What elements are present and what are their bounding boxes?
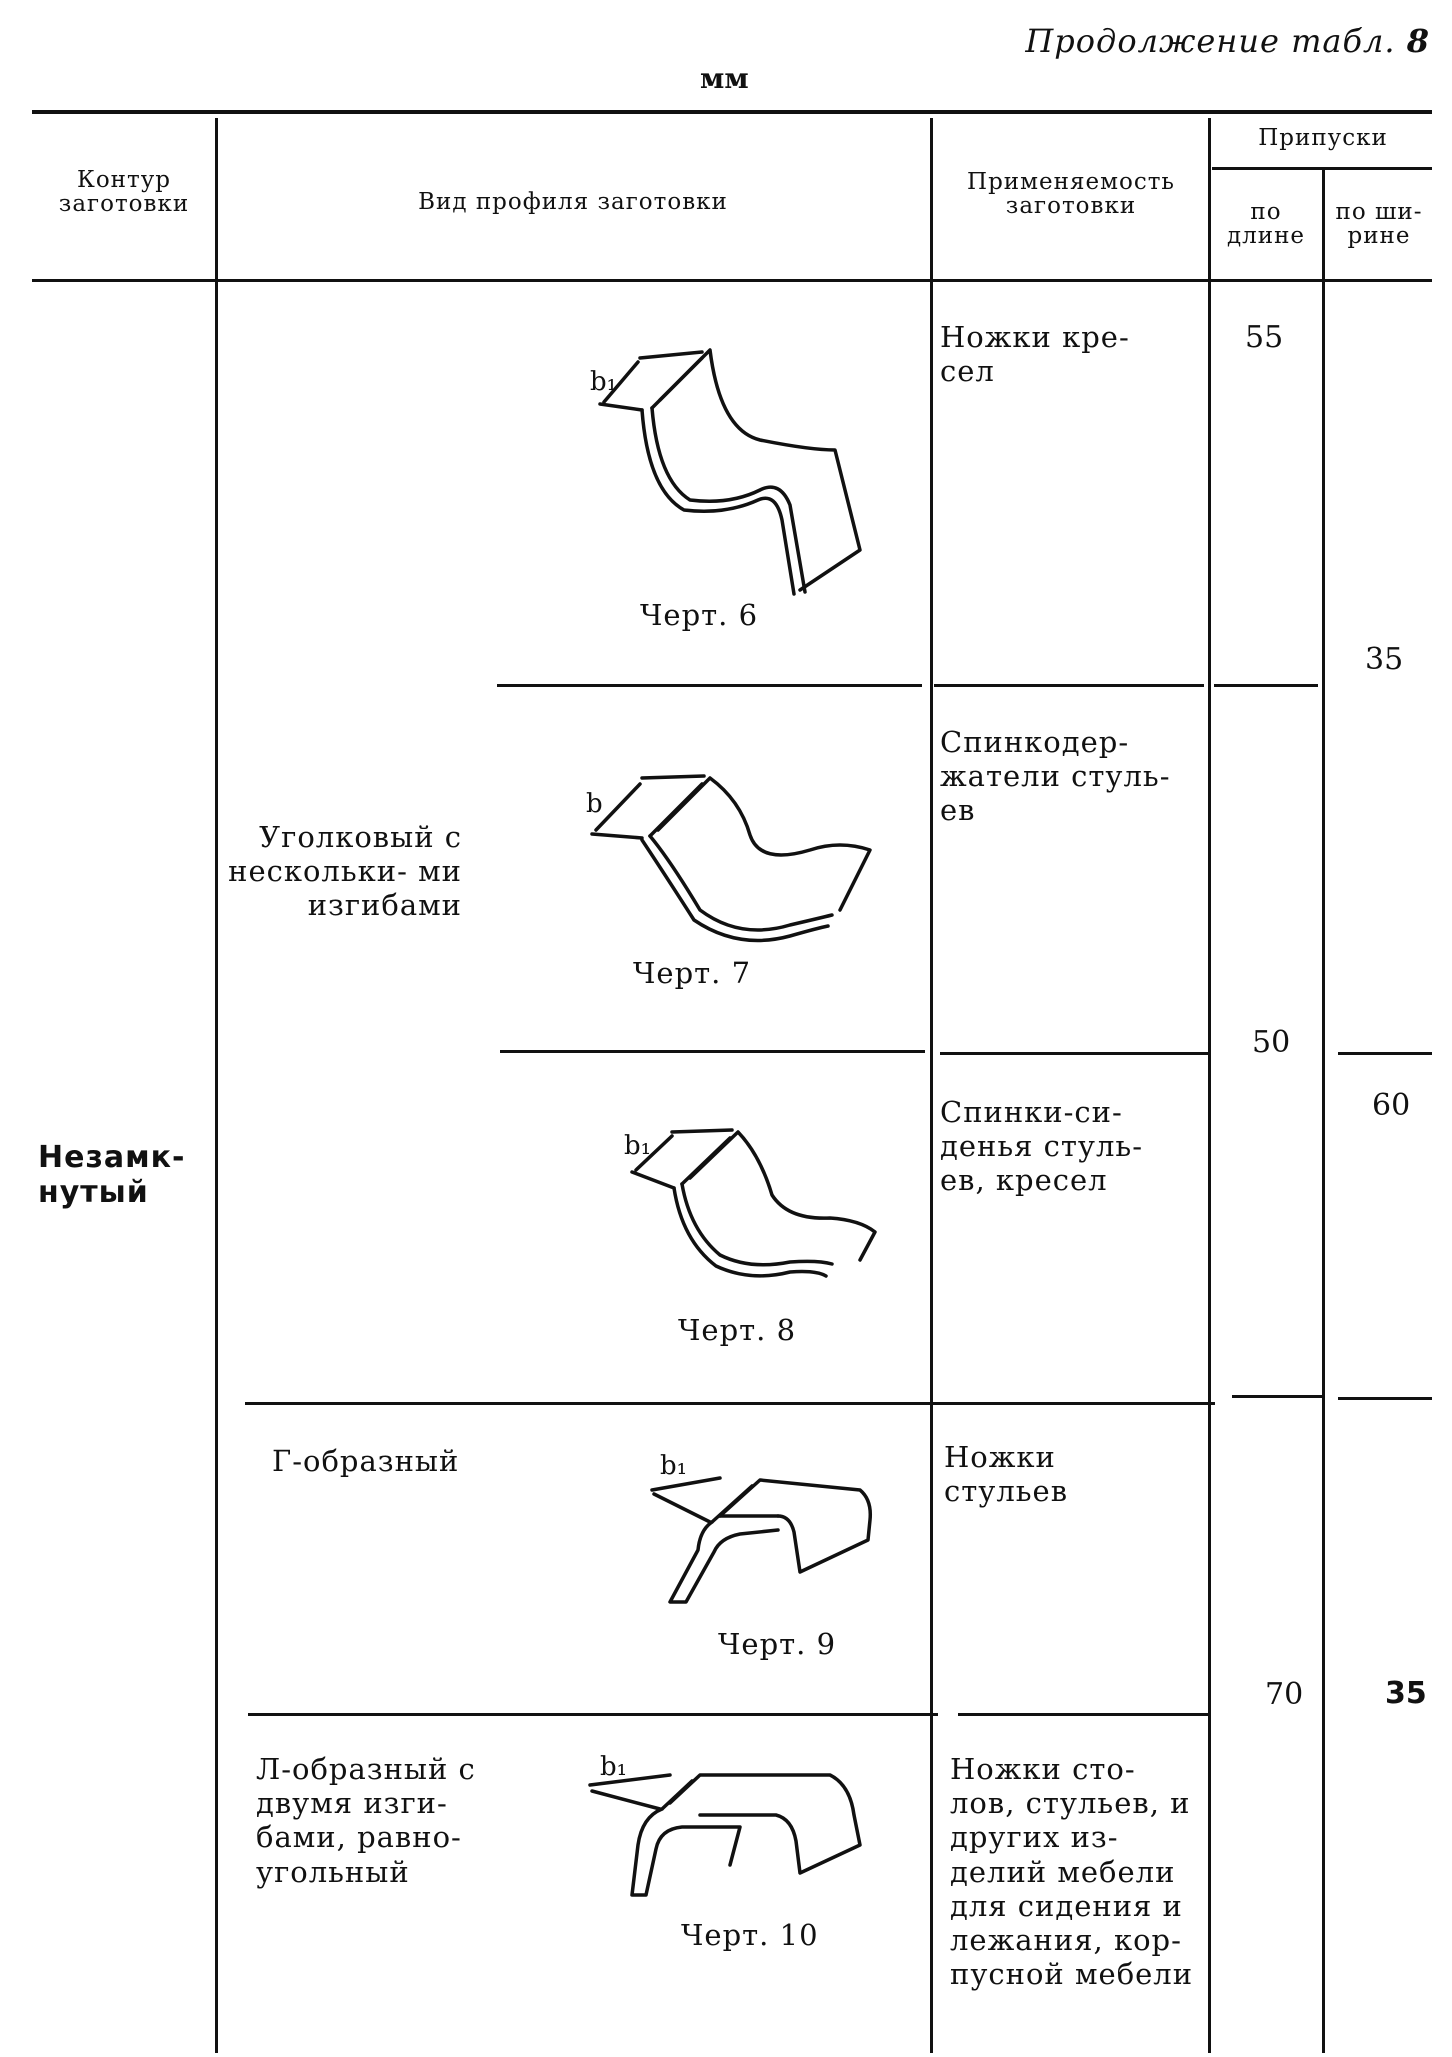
row-rule-2-profile (500, 1050, 925, 1053)
drawing-7-caption: Черт. 7 (633, 956, 752, 990)
col-divider-2 (930, 118, 933, 2053)
caption-table-number: 8 (1406, 22, 1430, 60)
row-rule-4-profile (248, 1713, 938, 1716)
drawing-7-dim-label: b (586, 789, 603, 819)
drawing-7-profile-icon (570, 740, 890, 970)
usage-row-3: Спинки-си- денья стуль- ев, кресел (940, 1095, 1144, 1198)
row-rule-2-width (1338, 1052, 1432, 1055)
header-allowances: Припуски (1258, 125, 1388, 151)
length-row-4: 70 (1265, 1677, 1304, 1712)
col-divider-3 (1208, 118, 1211, 2053)
drawing-9-profile-icon (640, 1450, 900, 1630)
width-row-1: 35 (1365, 642, 1404, 677)
usage-row-4: Ножки стульев (944, 1440, 1069, 1509)
drawing-9-dim-label: b₁ (660, 1451, 688, 1481)
row-rule-1-profile (497, 684, 922, 687)
caption-prefix: Продолжение табл. (1025, 22, 1396, 60)
drawing-8-caption: Черт. 8 (678, 1313, 797, 1347)
header-by-width: по ши- рине (1335, 199, 1423, 250)
profile-type-angle-multi: Уголковый с нескольки- ми изгибами (228, 820, 462, 923)
row-rule-1-length (1214, 684, 1318, 687)
drawing-10-dim-label: b₁ (600, 1752, 628, 1782)
drawing-8-profile-icon (620, 1110, 900, 1310)
col-divider-1 (215, 118, 218, 2053)
profile-type-l-shaped: Л-образный с двумя изги- бами, равно- угольный (256, 1752, 476, 1889)
length-row-2: 50 (1252, 1025, 1291, 1060)
drawing-10-caption: Черт. 10 (681, 1918, 819, 1952)
usage-row-5: Ножки сто- лов, стульев, и других из- делий мебели для сидения и лежания, кор- пусной мебели (950, 1752, 1194, 1992)
header-contour: Контур заготовки (58, 167, 190, 218)
table-continuation-caption (1025, 22, 1430, 60)
row-rule-3-width (1338, 1397, 1432, 1400)
width-row-3: 60 (1372, 1088, 1411, 1123)
row-rule-3-profile (245, 1402, 1215, 1405)
header-profile: Вид профиля заготовки (418, 189, 728, 215)
contour-value: Незамк- нутый (38, 1140, 186, 1211)
drawing-8-dim-label: b₁ (624, 1131, 652, 1161)
drawing-6-caption: Черт. 6 (640, 598, 759, 632)
row-rule-4-usage (958, 1713, 1208, 1716)
row-rule-2-usage (940, 1052, 1210, 1055)
width-row-4: 35 (1385, 1676, 1427, 1711)
col-divider-4 (1322, 170, 1325, 2053)
profile-type-g-shaped: Г-образный (272, 1444, 460, 1478)
row-rule-3-length (1232, 1395, 1322, 1398)
usage-row-2: Спинкодер- жатели стуль- ев (940, 725, 1171, 828)
header-usage: Применяемость заготовки (967, 169, 1175, 220)
length-row-1: 55 (1245, 320, 1284, 355)
header-by-length: по длине (1226, 199, 1306, 250)
drawing-9-caption: Черт. 9 (718, 1627, 837, 1661)
drawing-10-profile-icon (570, 1745, 880, 1915)
unit-label: мм (700, 62, 749, 95)
header-bottom-rule (32, 279, 1432, 282)
row-rule-1-usage (934, 684, 1204, 687)
table-top-rule (32, 110, 1432, 114)
drawing-6-dim-label: b₁ (590, 367, 618, 397)
usage-row-1: Ножки кре- сел (940, 320, 1130, 389)
drawing-6-profile-icon (580, 330, 880, 600)
